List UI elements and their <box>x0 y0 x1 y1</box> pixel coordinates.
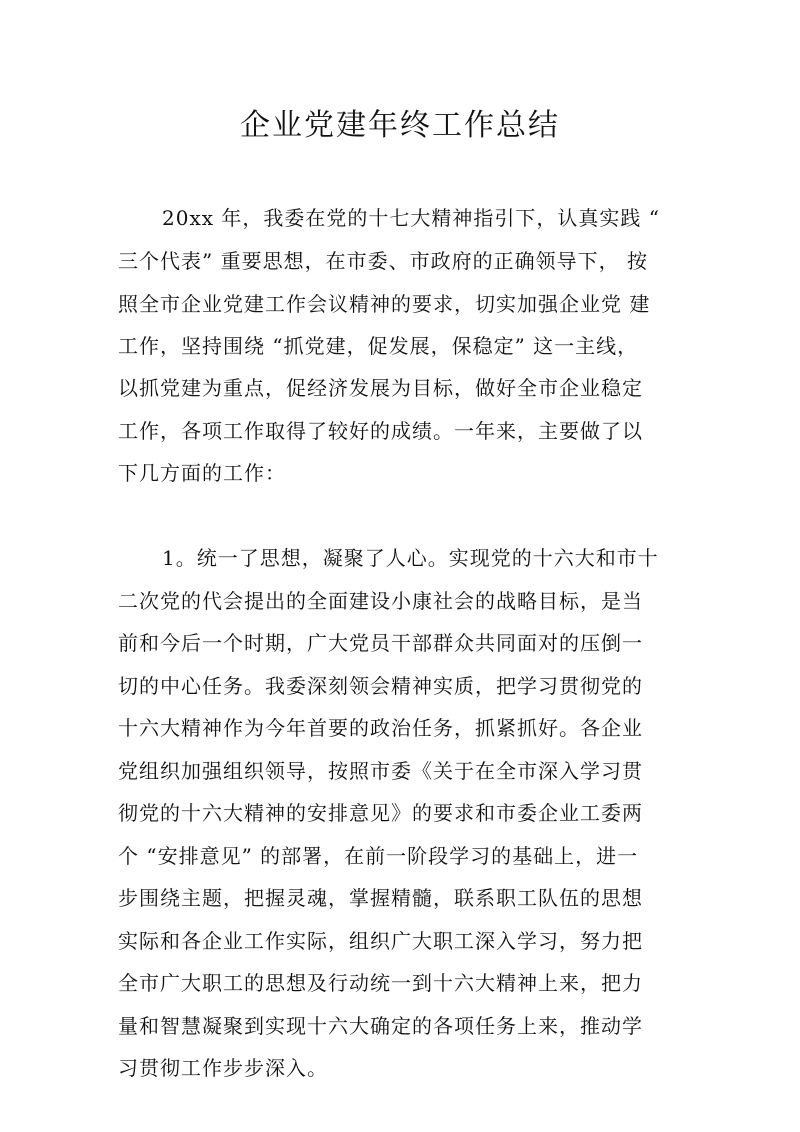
paragraph-line: 三个代表” 重要思想，在市委、市政府的正确领导下， 按 <box>118 249 648 273</box>
paragraph-line: 工作，各项工作取得了较好的成绩。一年来，主要做了以 <box>118 419 643 443</box>
paragraph-line: 党组织加强组织领导，按照市委《关于在全市深入学习贯 <box>118 759 643 783</box>
paragraph-line: 二次党的代会提出的全面建设小康社会的战略目标，是当 <box>118 589 643 613</box>
paragraph-line: 量和智慧凝聚到实现十六大确定的各项任务上来，推动学 <box>118 1014 643 1038</box>
paragraph-line: 步围绕主题，把握灵魂，掌握精髓，联系职工队伍的思想 <box>118 886 643 910</box>
paragraph-line: 20xx 年，我委在党的十七大精神指引下，认真实践 “ <box>162 206 660 230</box>
paragraph-line: 习贯彻工作步步深入。 <box>118 1056 328 1080</box>
paragraph-line: 十六大精神作为今年首要的政治任务，抓紧抓好。各企业 <box>118 716 643 740</box>
paragraph-line: 以抓党建为重点，促经济发展为目标，做好全市企业稳定 <box>118 376 643 400</box>
paragraph-line: 个 “安排意见” 的部署，在前一阶段学习的基础上，进一 <box>118 844 639 868</box>
paragraph-line: 1。统一了思想，凝聚了人心。实现党的十六大和市十 <box>162 546 659 570</box>
paragraph-line: 工作，坚持围绕 “抓党建，促发展，保稳定” 这一主线， <box>118 334 639 358</box>
paragraph-line: 切的中心任务。我委深刻领会精神实质，把学习贯彻党的 <box>118 674 643 698</box>
paragraph-line: 照全市企业党建工作会议精神的要求，切实加强企业党 建 <box>118 292 651 316</box>
paragraph-line: 下几方面的工作： <box>118 461 286 485</box>
paragraph-line: 前和今后一个时期，广大党员干部群众共同面对的压倒一 <box>118 631 643 655</box>
document-title: 企业党建年终工作总结 <box>240 108 560 143</box>
paragraph-line: 全市广大职工的思想及行动统一到十六大精神上来，把力 <box>118 971 643 995</box>
paragraph-line: 彻党的十六大精神的安排意见》的要求和市委企业工委两 <box>118 801 643 825</box>
paragraph-line: 实际和各企业工作实际，组织广大职工深入学习，努力把 <box>118 929 643 953</box>
